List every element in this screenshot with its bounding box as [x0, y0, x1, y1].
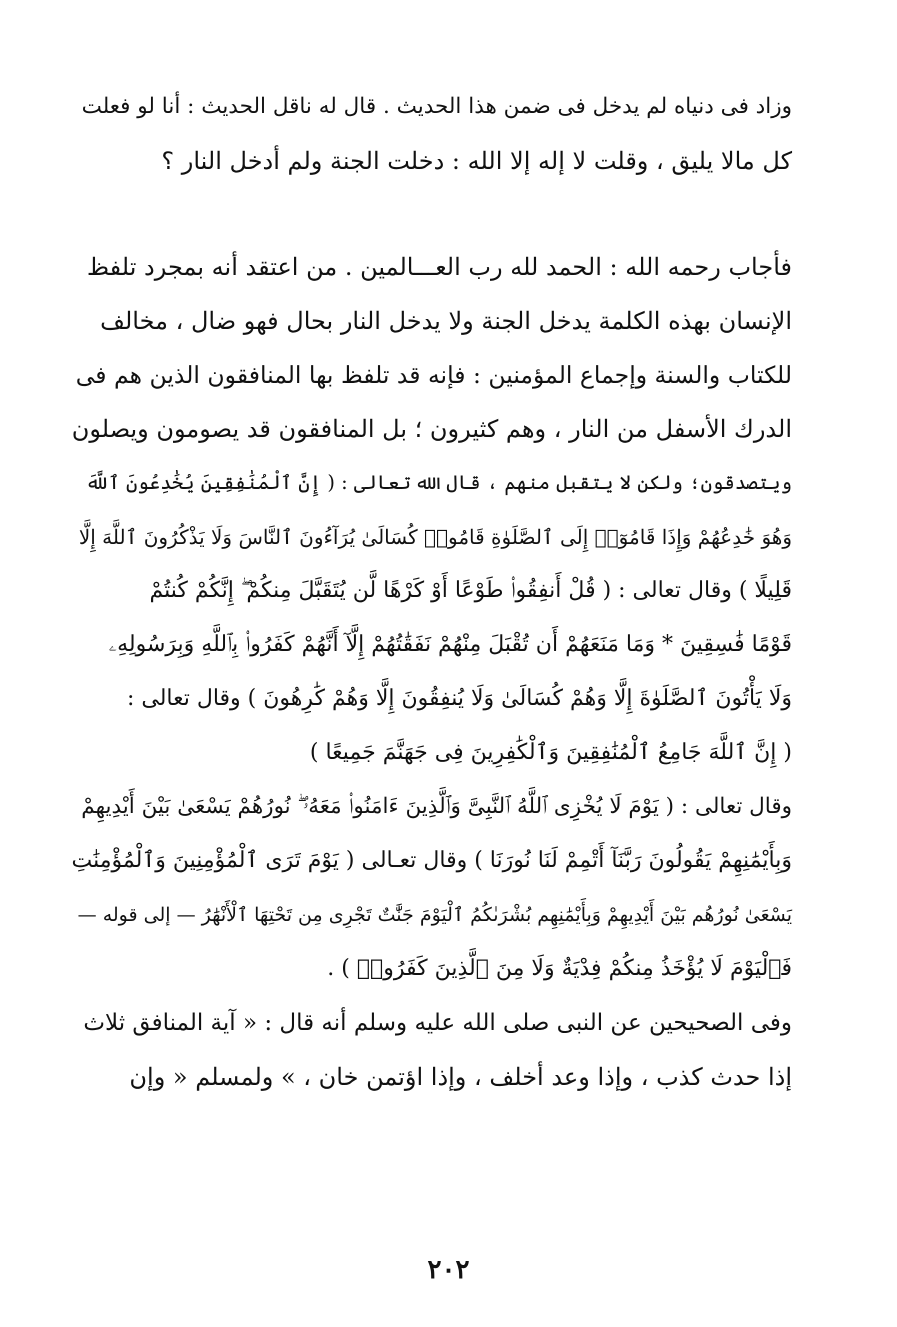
- text-line: كل مالا يليق ، وقلت لا إله إلا الله : دخلت الجنة ولم أدخل النار ؟: [161, 147, 792, 175]
- text-line: الدرك الأسفل من النار ، وهم كثيرون ؛ بل المنافقون قد يصومون ويصلون: [71, 415, 792, 443]
- quran-line: فَٱلْيَوْمَ لَا يُؤْخَذُ مِنكُمْ فِدْيَةٌ وَلَا مِنَ ٱلَّذِينَ كَفَرُوا۟ ) .: [327, 956, 792, 981]
- quran-line: قَلِيلًا ) وقال تعالى : ( قُلْ أَنفِقُوا۟ طَوْعًا أَوْ كَرْهًا لَّن يُتَقَبَّلَ مِنكُمْ ۖ إِنَّكُمْ كُنتُمْ: [149, 578, 792, 603]
- quran-line: ( إِنَّ ٱللَّهَ جَامِعُ ٱلْمُنَٰفِقِينَ وَٱلْكَٰفِرِينَ فِى جَهَنَّمَ جَمِيعًا ): [309, 740, 792, 765]
- quran-line: وَهُوَ خَٰدِعُهُمْ وَإِذَا قَامُوٓا۟ إِلَى ٱلصَّلَوٰةِ قَامُوا۟ كُسَالَىٰ يُرَآءُونَ ٱلنَّاسَ وَلَا يَذْكُرُونَ ٱللَّهَ إِلَّا: [78, 525, 792, 549]
- quran-line: وقال تعالى : ( يَوْمَ لَا يُخْزِى ٱللَّهُ ٱلنَّبِىَّ وَٱلَّذِينَ ءَامَنُوا۟ مَعَهُۥ ۖ نُورُهُمْ يَسْعَىٰ بَيْنَ أَيْدِيهِمْ: [81, 794, 792, 819]
- quran-line: وَلَا يَأْتُونَ ٱلصَّلَوٰةَ إِلَّا وَهُمْ كُسَالَىٰ وَلَا يُنفِقُونَ إِلَّا وَهُمْ كَٰرِهُونَ ) وقال تعالى :: [126, 686, 792, 711]
- text-line: فأجاب رحمه الله : الحمد لله رب العـــالمين . من اعتقد أنه بمجرد تلفظ: [86, 253, 792, 281]
- quran-line: قَوْمًا فَٰسِقِينَ * وَمَا مَنَعَهُمْ أَن تُقْبَلَ مِنْهُمْ نَفَقَٰتُهُمْ إِلَّآ أَنَّهُمْ كَفَرُوا۟ بِٱللَّهِ وَبِرَسُولِهِۦ: [108, 632, 792, 657]
- text-line: للكتاب والسنة وإجماع المؤمنين : فإنه قد تلفظ بها المنافقون الذين هم فى: [75, 361, 792, 389]
- text-line: الإنسان بهذه الكلمة يدخل الجنة ولا يدخل النار بحال فهو ضال ، مخالف: [100, 307, 792, 335]
- text-line: وفى الصحيحين عن النبى صلى الله عليه وسلم أنه قال : « آية المنافق ثلاث: [83, 1010, 792, 1036]
- page-body: [70, 80, 792, 1267]
- text-line: وزاد فى دنياه لم يدخل فى ضمن هذا الحديث . قال له ناقل الحديث : أنا لو فعلت: [81, 94, 792, 119]
- text-line: ويتصدقون؛ ولكن لا يتقبل منهم ، قال الله تعالى : ( إِنَّ ٱلْمُنَٰفِقِينَ يُخَٰدِعُونَ ٱللَّهَ: [85, 471, 792, 494]
- quran-line: يَسْعَىٰ نُورُهُم بَيْنَ أَيْدِيهِمْ وَبِأَيْمَٰنِهِم بُشْرَىٰكُمُ ٱلْيَوْمَ جَنَّٰتٌ تَجْرِى مِن تَحْتِهَا ٱلْأَنْهَٰرُ — إلى قوله —: [77, 904, 792, 926]
- text-line: إذا حدث كذب ، وإذا وعد أخلف ، وإذا اؤتمن خان ، » ولمسلم « وإن: [129, 1063, 792, 1091]
- quran-line: وَبِأَيْمَٰنِهِمْ يَقُولُونَ رَبَّنَآ أَتْمِمْ لَنَا نُورَنَا ) وقال تعـالى ( يَوْمَ تَرَى ٱلْمُؤْمِنِينَ وَٱلْمُؤْمِنَٰتِ: [71, 848, 792, 873]
- page-number: ٢٠٢: [427, 1255, 470, 1285]
